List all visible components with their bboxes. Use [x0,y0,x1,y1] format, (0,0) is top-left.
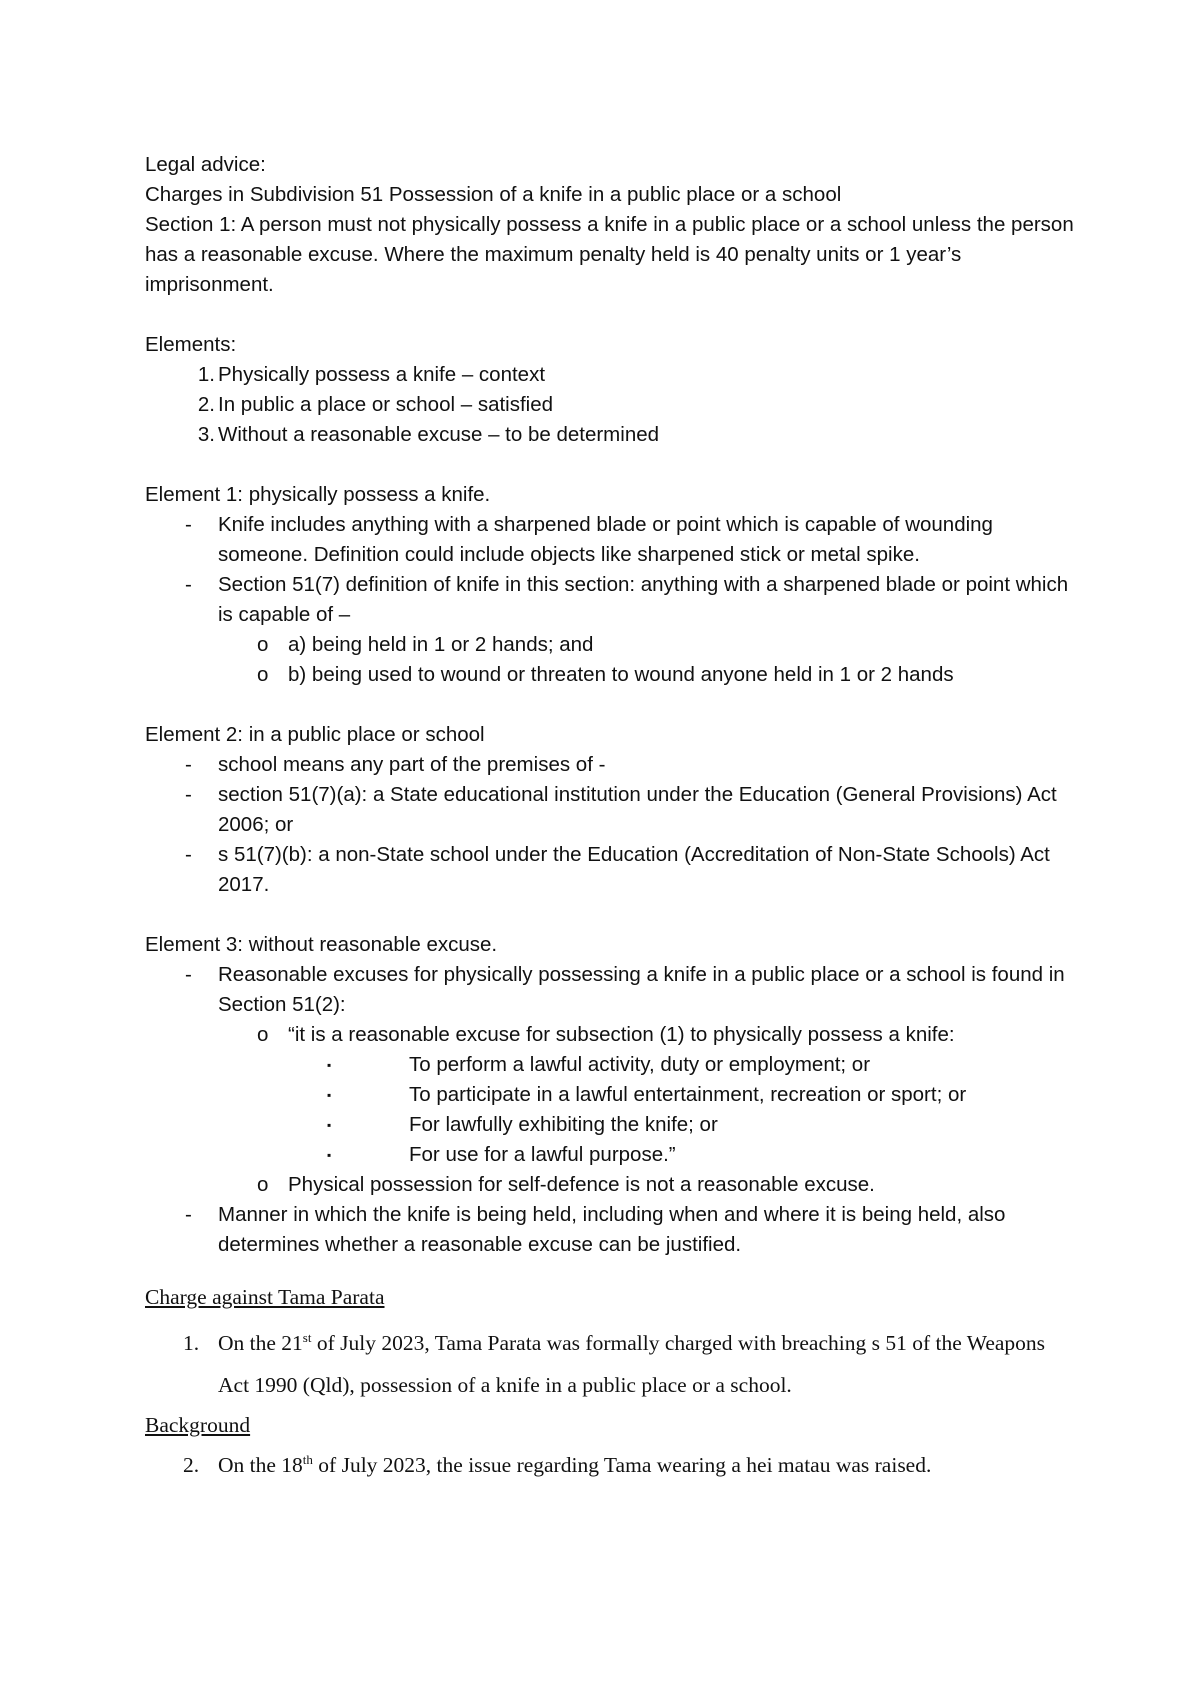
list-item: - school means any part of the premises of - [185,753,606,776]
background-heading: Background [145,1413,251,1437]
document-body [145,150,1075,1486]
list-item: ▪ For lawfully exhibiting the knife; or [327,1113,718,1136]
charges-line: Charges in Subdivision 51 Possession of a knife in a public place or a school [145,183,842,206]
element-1-title: Element 1: physically possess a knife. [145,483,491,506]
charge-heading: Charge against Tama Parata [145,1285,385,1309]
list-item: ▪ To perform a lawful activity, duty or employment; or [327,1053,871,1076]
element-3-title: Element 3: without reasonable excuse. [145,933,498,956]
list-item: o Physical possession for self-defence is not a reasonable excuse. [257,1173,875,1196]
quote-list [288,1050,1075,1170]
element-2-title: Element 2: in a public place or school [145,723,485,746]
list-item: ▪ To participate in a lawful entertainment, recreation or sport; or [327,1083,967,1106]
list-item: 2. On the 18th of July 2023, the issue regarding Tama wearing a hei matau was raised. [183,1451,932,1477]
list-item: 1. On the 21st of July 2023, Tama Parata was formally charged with breaching s 51 of the Weapons Act 1990 (Qld), possession of a knife in a public place or a school. [183,1329,1046,1397]
element-1-list [145,510,1075,690]
element-2-list [145,750,1075,900]
list-item: - s 51(7)(b): a non-State school under the Education (Accreditation of Non-State Schools) Act 2017. [185,843,1050,896]
charge-list [145,1322,1075,1406]
list-item: o “it is a reasonable excuse for subsection (1) to physically possess a knife: ▪ To perform a lawful activity, duty or employment; or ▪ To participate in a lawful entertainment, recreation or sport; or ▪ For lawfully exhibiting the knife; or ▪ For use for a lawful purpose.” [145,1020,1075,1170]
list-item: - Reasonable excuses for physically possessing a knife in a public place or a school is found in Section 51(2): o “it is a reasonable excuse for subsection (1) to physically possess a knife: ▪ To perform a lawful activity, duty or employment; or ▪ To participate in a lawful entertainment, recreation or sport; or ▪ For lawfully exhibiting the knife; or ▪ For use for a lawful purpose.” o Physical possession for self-defence is not a reasonable excuse. [145,960,1075,1200]
elements-title: Elements: [145,333,237,356]
list-item: o b) being used to wound or threaten to wound anyone held in 1 or 2 hands [257,663,954,686]
background-list [145,1444,1075,1486]
list-item: ▪ For use for a lawful purpose.” [327,1143,676,1166]
list-item: - Knife includes anything with a sharpened blade or point which is capable of wounding someone. Definition could include objects like sharpened stick or metal spike. [185,513,993,566]
list-item: - section 51(7)(a): a State educational institution under the Education (General Provisions) Act 2006; or [185,783,1057,836]
elements-list [145,360,1075,450]
section-1-paragraph: Section 1: A person must not physically possess a knife in a public place or a school unless the person has a reasonable excuse. Where the maximum penalty held is 40 penalty units or 1 year’s imprisonment. [145,213,1074,296]
list-item: 1. Physically possess a knife – context [197,363,546,386]
legal-advice-heading: Legal advice: [145,153,266,176]
sub-list [218,630,1075,690]
list-item: o a) being held in 1 or 2 hands; and [257,633,594,656]
list-item: 2. In public a place or school – satisfied [197,393,554,416]
list-item: 3. Without a reasonable excuse – to be determined [197,423,660,446]
sub-list [218,1020,1075,1200]
list-item: - Section 51(7) definition of knife in this section: anything with a sharpened blade or point which is capable of – o a) being held in 1 or 2 hands; and o b) being used to wound or threaten to wound anyone held in 1 or 2 hands [145,570,1075,690]
list-item: - Manner in which the knife is being held, including when and where it is being held, also determines whether a reasonable excuse can be justified. [185,1203,1006,1256]
element-3-list [145,960,1075,1260]
